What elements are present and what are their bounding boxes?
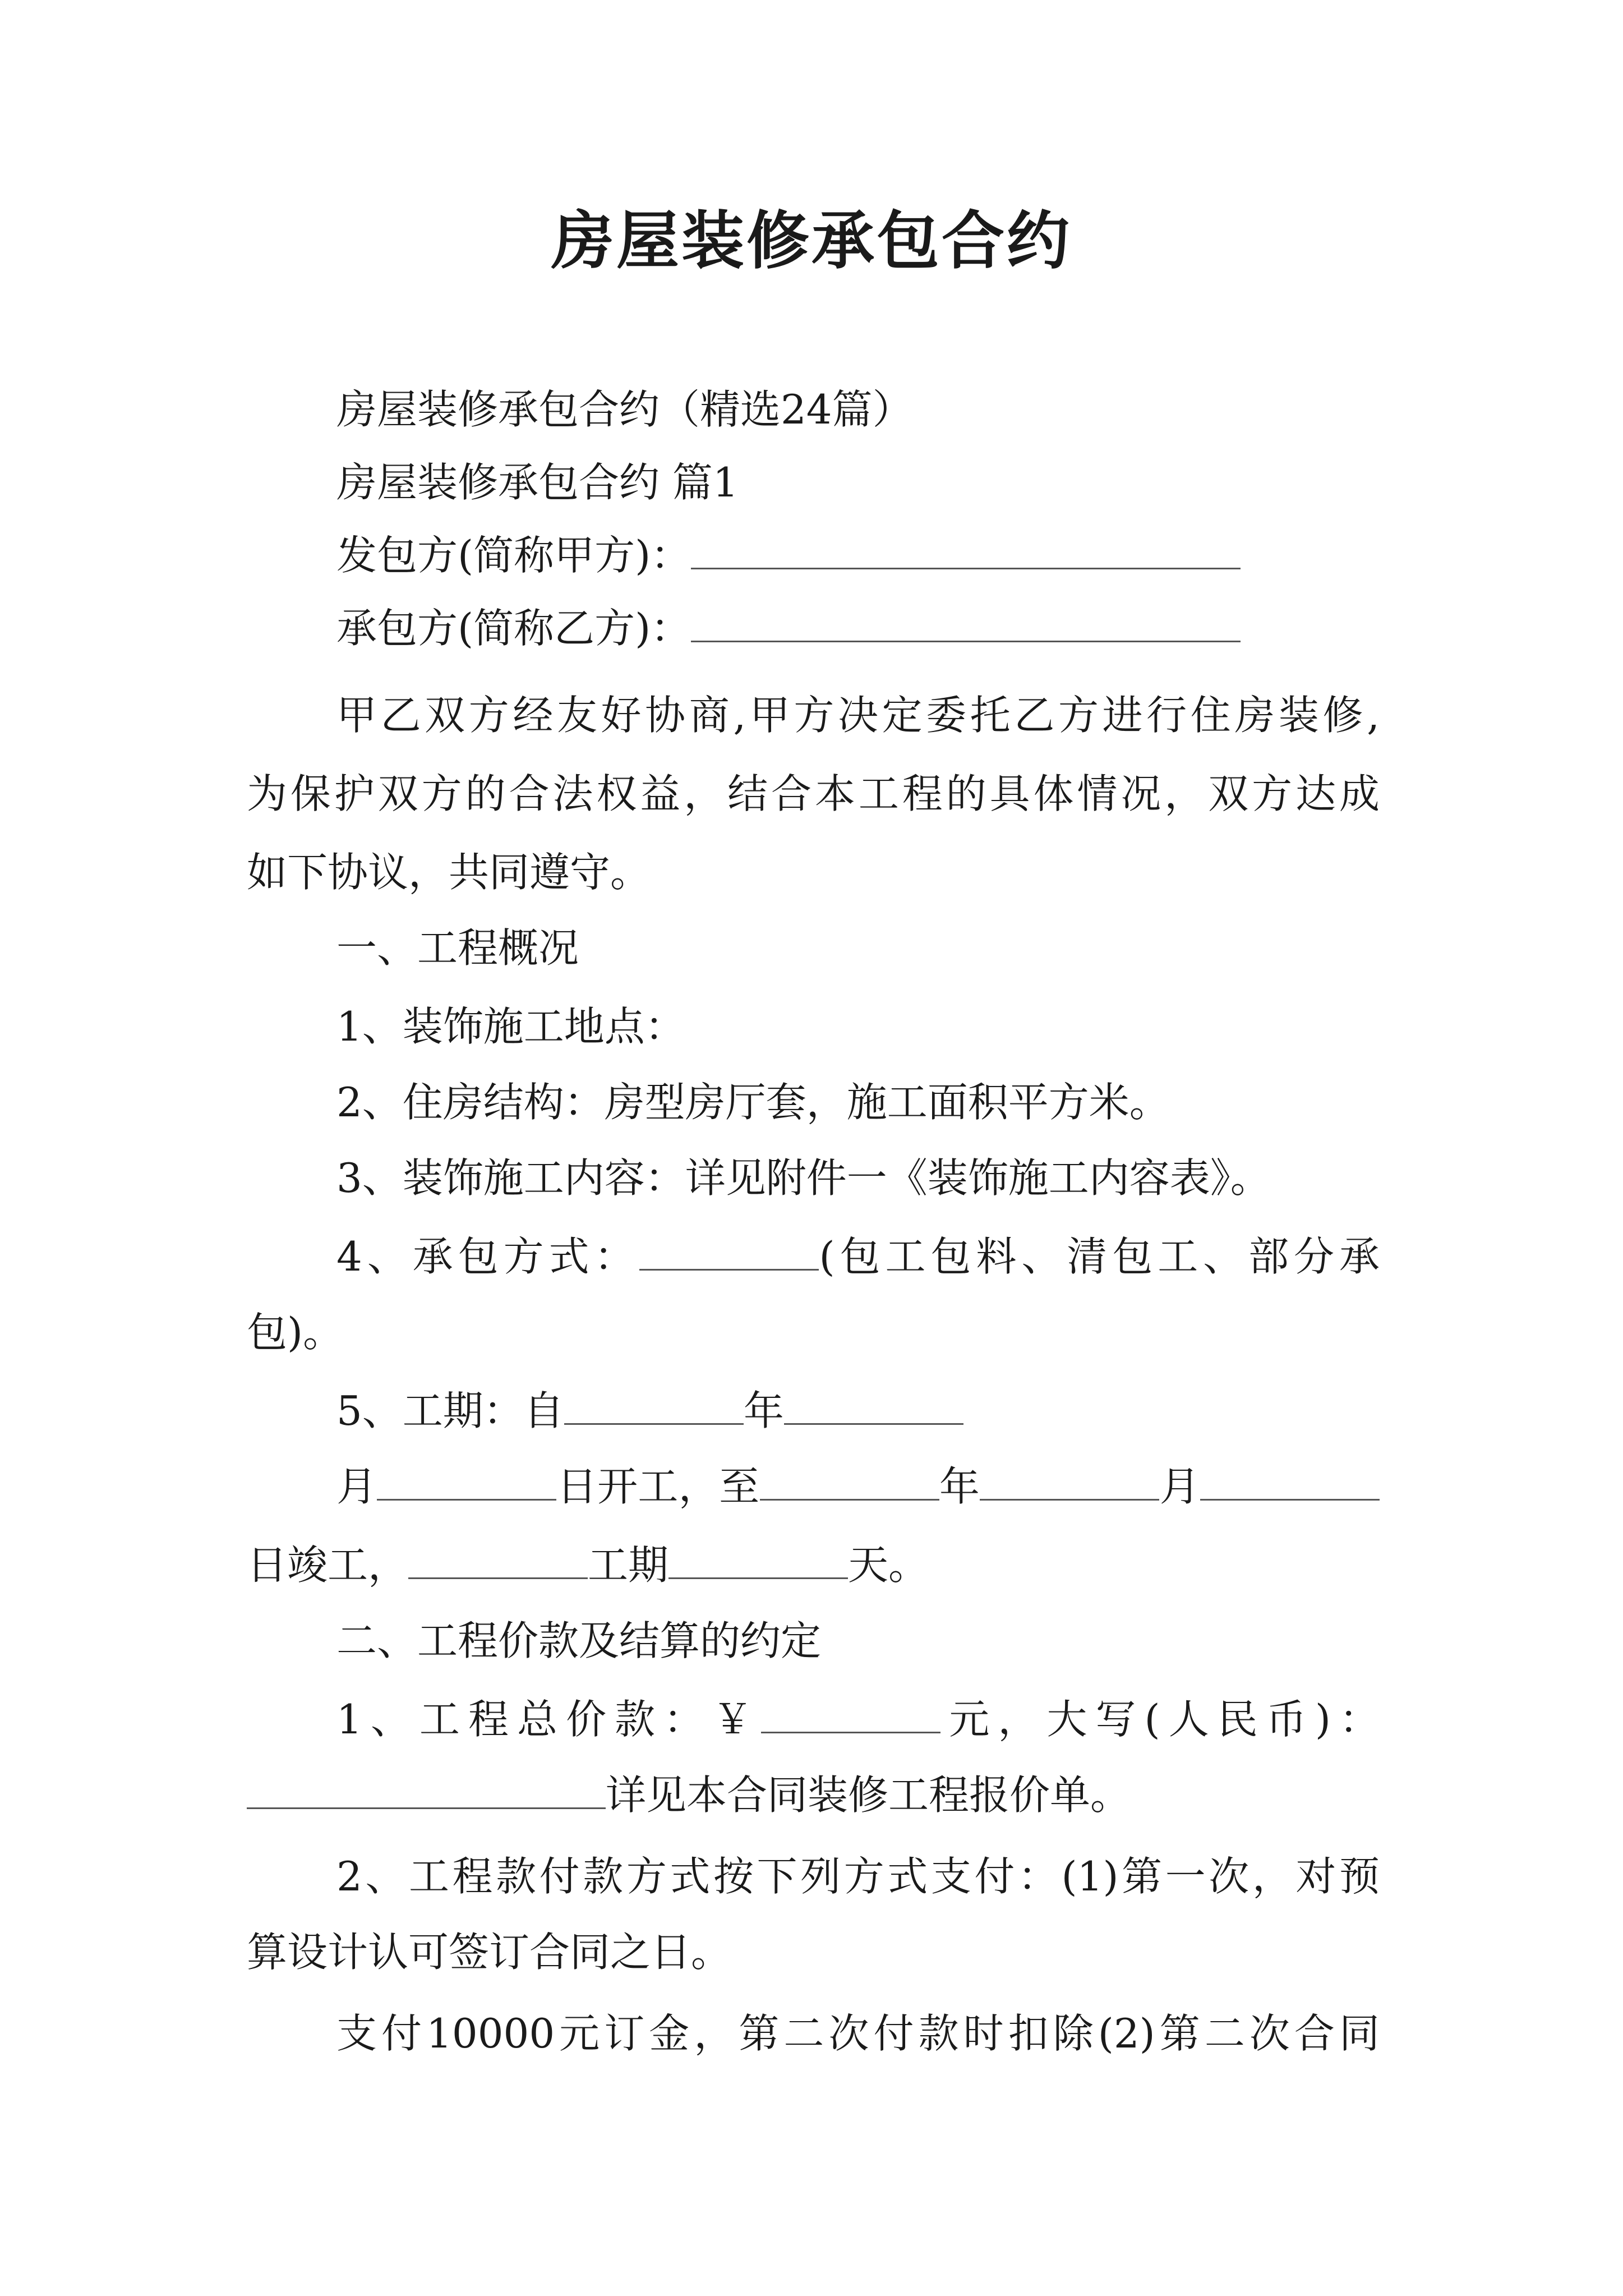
end-year-blank <box>760 1461 939 1501</box>
section-heading: 房屋装修承包合约 篇1 <box>336 459 739 506</box>
item-5-line-3 <box>247 1537 1380 1593</box>
payment-1-line-2 <box>247 1767 1380 1823</box>
item-5-line-2 <box>336 1458 1380 1515</box>
total-price-words-label: 元，大写(人民币)： <box>940 1696 1380 1743</box>
party-a-blank <box>691 530 1241 569</box>
part-1-heading: 一、工程概况 <box>336 924 579 972</box>
document-title: 房屋装修承包合约 <box>551 204 1072 278</box>
item-4-line-1 <box>336 1228 1380 1285</box>
price-words-blank <box>247 1769 606 1809</box>
item-5-start-text: 日开工，至 <box>556 1463 760 1510</box>
party-b-line <box>336 600 1380 656</box>
end-month-blank <box>980 1461 1159 1501</box>
party-b-label: 承包方(简称乙方)： <box>336 605 691 652</box>
item-4-blank <box>639 1231 819 1271</box>
item-5-end-month: 月 <box>1159 1463 1200 1510</box>
item-5-days: 天。 <box>848 1542 929 1589</box>
party-a-label: 发包方(简称甲方)： <box>336 532 691 579</box>
payment-2-line-1: 2、工程款付款方式按下列方式支付：(1)第一次，对预 <box>336 1853 1380 1900</box>
period-blank-2 <box>668 1539 848 1579</box>
item-3: 3、装饰施工内容：详见附件一《装饰施工内容表》。 <box>336 1154 1271 1202</box>
item-4-label: 4、承包方式： <box>336 1233 640 1280</box>
item-1: 1、装饰施工地点： <box>336 1003 685 1050</box>
total-price-blank <box>761 1694 940 1733</box>
intro-line-3: 如下协议，共同遵守。 <box>247 849 651 896</box>
item-2: 2、住房结构：房型房厅套，施工面积平方米。 <box>336 1079 1170 1126</box>
total-price-label: 1、工程总价款：￥ <box>336 1696 762 1743</box>
payment-3-line-1: 支付10000元订金，第二次付款时扣除(2)第二次合同 <box>336 2010 1380 2057</box>
item-5-month: 月 <box>336 1463 377 1510</box>
subtitle: 房屋装修承包合约（精选24篇） <box>336 386 913 433</box>
item-5-label: 5、工期：自 <box>336 1387 564 1434</box>
start-month-blank <box>377 1461 556 1501</box>
payment-2-line-2: 算设计认可签订合同之日。 <box>247 1929 732 1976</box>
period-blank-1 <box>408 1539 588 1579</box>
payment-1-line-1 <box>336 1691 1380 1747</box>
party-b-blank <box>691 602 1241 642</box>
party-a-line <box>336 527 1380 583</box>
item-5-period: 工期 <box>588 1542 669 1589</box>
end-day-blank <box>1200 1461 1380 1501</box>
start-day-blank <box>564 1385 744 1425</box>
price-reference: 详见本合同装修工程报价单。 <box>606 1772 1131 1819</box>
part-2-heading: 二、工程价款及结算的约定 <box>336 1617 822 1664</box>
item-5-end-text: 日竣工， <box>247 1542 409 1589</box>
item-5-line-1 <box>336 1383 1380 1439</box>
start-year-blank <box>784 1385 963 1425</box>
item-4-line-2: 包)。 <box>247 1309 344 1356</box>
item-4-options: (包工包料、清包工、部分承 <box>819 1233 1380 1280</box>
intro-line-1: 甲乙双方经友好协商,甲方决定委托乙方进行住房装修, <box>336 692 1380 739</box>
item-5-year: 年 <box>743 1387 784 1434</box>
item-5-end-year: 年 <box>939 1463 980 1510</box>
intro-line-2: 为保护双方的合法权益，结合本工程的具体情况，双方达成 <box>247 770 1380 817</box>
